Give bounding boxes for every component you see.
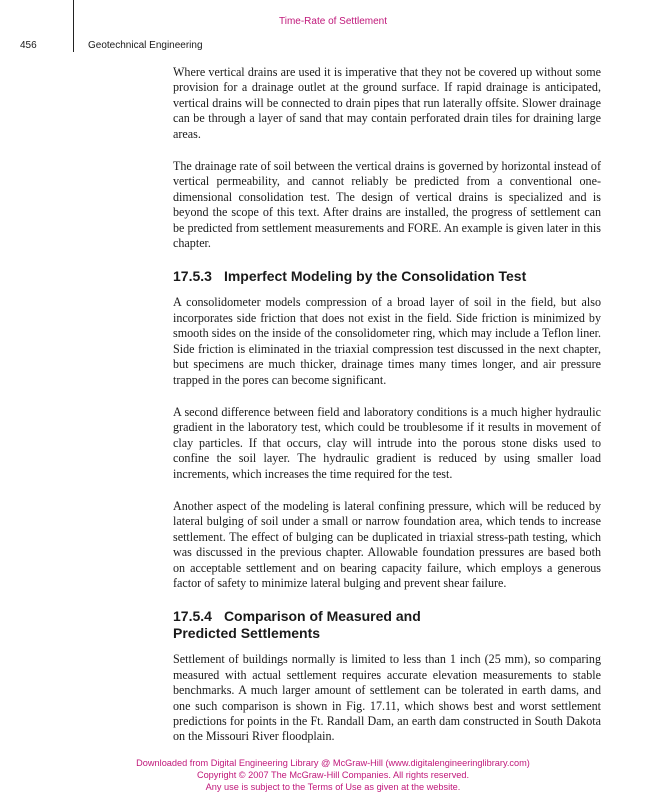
paragraph: A second difference between field and laboratory conditions is a much higher hydraulic gradient in the laboratory test, which could be troublesome if it results in movement of clay particles. If that occurs, clay will intrude into the porous stone disks used to confine the soil layer. The hydraulic gradient is reduced by using smaller load increments, which increases the time required for the test.	[173, 404, 601, 481]
footer-terms: Any use is subject to the Terms of Use as given at the website.	[205, 782, 461, 792]
section-heading-17-5-4	[173, 608, 463, 642]
paragraph: Another aspect of the modeling is lateral confining pressure, which will be reduced by lateral bulging of soil under a small or narrow foundation area, which tends to increase settlement. The effect of bulging can be duplicated in triaxial stress-path testing, which was discussed in the previous chapter. Allowable foundation pressures are based both on acceptable settlement and on bearing capacity failure, which employs a generous factor of safety to minimize lateral bulging and prevent shear failure.	[173, 498, 601, 590]
section-number: 17.5.4	[173, 608, 212, 625]
book-title: Geotechnical Engineering	[88, 40, 203, 51]
paragraph: The drainage rate of soil between the vertical drains is governed by horizontal instead of vertical permeability, and cannot reliably be predicted from a conventional one-dimensional consolidation test. The design of vertical drains is specialized and is beyond the scope of this text. After drains are installed, the progress of settlement can be predicted from settlement measurements and FORE. An example is given later in this chapter.	[173, 159, 601, 251]
section-title: Imperfect Modeling by the Consolidation Test	[223, 268, 527, 285]
paragraph: Settlement of buildings normally is limited to less than 1 inch (25 mm), so comparing measured with actual settlement requires accurate elevation measurements to stable benchmarks. A much larger amount of settlement can be tolerated in earth dams, and one such comparison is shown in Fig. 17.11, which shows best and worst settlement predictions for points in the Ft. Randall Dam, an earth dam constructed in South Dakota on the Missouri River floodplain.	[173, 652, 601, 744]
page-number: 456	[20, 40, 37, 51]
running-title: Time-Rate of Settlement	[278, 16, 387, 27]
paragraph: Where vertical drains are used it is imperative that they not be covered up without some provision for a drainage outlet at the ground surface. If rapid drainage is anticipated, vertical drains will be connected to drain pipes that run laterally offsite. Slower drainage can be through a layer of sand that may contain perforated drain tiles for draining large areas.	[173, 65, 601, 141]
download-footer	[0, 757, 666, 793]
footer-copyright: Copyright © 2007 The McGraw-Hill Companies. All rights reserved.	[196, 770, 470, 780]
header-divider	[73, 0, 74, 52]
section-number: 17.5.3	[173, 268, 212, 285]
section-heading-17-5-3	[173, 268, 601, 285]
footer-download-link[interactable]: Downloaded from Digital Engineering Library @ McGraw-Hill (www.digitalengineeringlibrary.com)	[136, 758, 530, 768]
page-body	[173, 65, 601, 762]
section-title: Comparison of Measured and Predicted Settlements	[173, 608, 421, 642]
paragraph: A consolidometer models compression of a broad layer of soil in the field, but also incorporates side friction that does not exist in the field. Side friction is minimized by smooth sides on the inside of the consolidometer ring, which may include a Teflon liner. Side friction is eliminated in the triaxial compression test discussed in the next chapter, but specimens are much thicker, drainage times many times longer, and air pressure trapped in the pores can become significant.	[173, 295, 601, 387]
